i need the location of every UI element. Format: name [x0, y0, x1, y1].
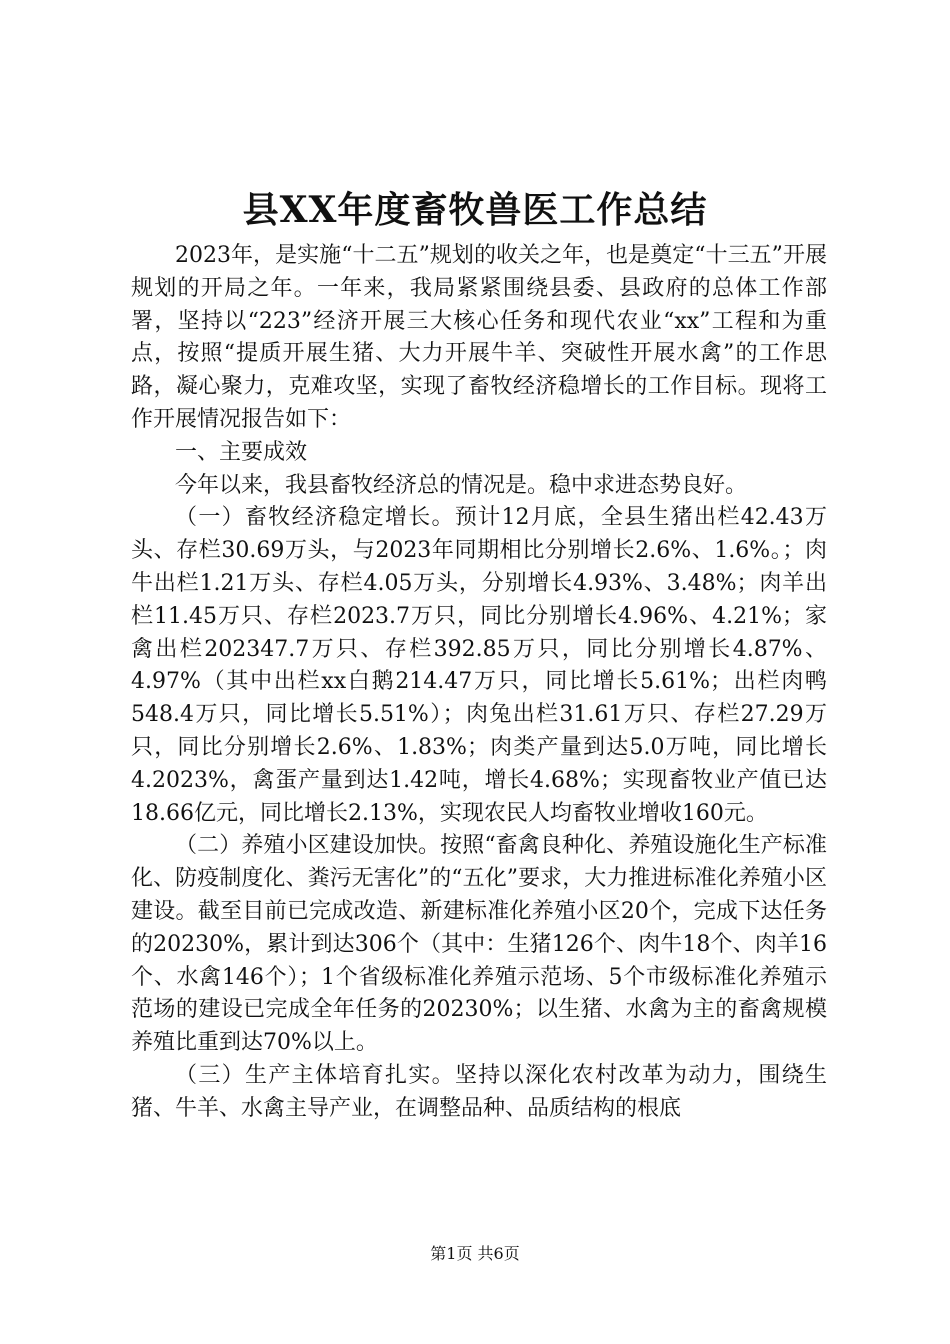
summary-paragraph: 今年以来，我县畜牧经济总的情况是。稳中求进态势良好。 — [175, 472, 748, 498]
paragraph-breeding-zones: （二）养殖小区建设加快。按照“畜禽良种化、养殖设施化生产标准化、防疫制度化、粪污无害化”的“五化”要求，大力推进标准化养殖小区建设。截至目前已完成改造、新建标准化养殖小区20个，完成下达任务的20230%，累计到达306个（其中：生猪126个、肉牛18个、肉羊16个、水禽146个）；1个省级标准化养殖示范场、5个市级标准化养殖示范场的建设已完成全年任务的20230%；以生猪、水禽为主的畜禽规模养殖比重到达70%以上。 — [131, 833, 827, 1056]
document-title: 县XX年度畜牧兽医工作总结 — [242, 189, 708, 231]
page-number-footer: 第1页 共6页 — [430, 1244, 520, 1263]
paragraph-production-entities: （三）生产主体培育扎实。坚持以深化农村改革为动力，围绕生猪、牛羊、水禽主导产业，在调整品种、品质结构的根底 — [131, 1062, 827, 1121]
intro-paragraph: 2023年，是实施“十二五”规划的收关之年，也是奠定“十三五”开展规划的开局之年。一年来，我局紧紧围绕县委、县政府的总体工作部署，坚持以“223”经济开展三大核心任务和现代农业“xx”工程和为重点，按照“提质开展生猪、大力开展牛羊、突破性开展水禽”的工作思路，凝心聚力，克难攻坚，实现了畜牧经济稳增长的工作目标。现将工作开展情况报告如下： — [131, 243, 827, 432]
paragraph-livestock-growth: （一）畜牧经济稳定增长。预计12月底，全县生猪出栏42.43万头、存栏30.69万头，与2023年同期相比分别增长2.6%、1.6%。；肉牛出栏1.21万头、存栏4.05万头，分别增长4.93%、3.48%；肉羊出栏11.45万只、存栏2023.7万只，同比分别增长4.96%、4.21%；家禽出栏202347.7万只、存栏392.85万只，同比分别增长4.87%、4.97%（其中出栏xx白鹅214.47万只，同比增长5.61%；出栏肉鸭548.4万只，同比增长5.51%）；肉兔出栏31.61万只、存栏27.29万只，同比分别增长2.6%、1.83%；肉类产量到达5.0万吨，同比增长4.2023%，禽蛋产量到达1.42吨，增长4.68%；实现畜牧业产值已达18.66亿元，同比增长2.13%，实现农民人均畜牧业增收160元。 — [131, 505, 827, 826]
document-body — [131, 240, 827, 1126]
section-heading-main-results: 一、主要成效 — [175, 439, 308, 465]
